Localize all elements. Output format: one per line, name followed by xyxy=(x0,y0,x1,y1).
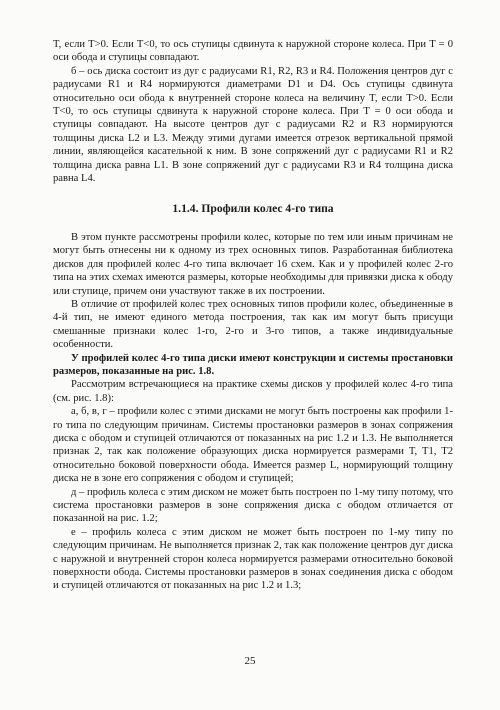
paragraph-item-e: е – профиль колеса с этим диском не может быть построен по 1-му типу по следующим причинам. Не выполняется признак 2, так как положение центров дуг диска с наружной и внутренней сторон колеса нормируется размерами относительно боковой поверхности обода. Системы простановки размеров в зонах соединения диска с ободом и ступицей отличаются от показанных на рис 1.2 и 1.3; xyxy=(53,526,454,592)
paragraph-item-d: д – профиль колеса с этим диском не может быть построен по 1-му типу потому, что система простановки размеров в зоне сопряжения диска с ободом отличается от показанной на рис. 1.2; xyxy=(53,486,453,525)
paragraph-intro: В этом пункте рассмотрены профили колес, которые по тем или иным причинам не могут быть отнесены ни к одному из трех основных типов. Разработанная библиотека дисков для профилей колес 4-го типа включает 16 схем. Как и у профилей колес 2-го типа на этих схемах имеются размеры, которые необходимы для привязки диска к ободу или ступице, причем они участвуют также в их построении. xyxy=(53,231,453,297)
paragraph-difference: В отличие от профилей колес трех основных типов профили колес, объединенные в 4-й тип, не имеют единого метода построения, так как им могут быть присущи смешанные признаки колес 1-го, 2-го и 3-го типов, а также индивидуальные особенности. xyxy=(53,298,453,351)
paragraph-bold-statement: У профилей колес 4-го типа диски имеют конструкции и системы простановки размеров, показанные на рис. 1.8. xyxy=(53,352,453,377)
paragraph-item-b: б – ось диска состоит из дуг с радиусами R1, R2, R3 и R4. Положения центров дуг с радиусами R1 и R4 нормируются диаметрами D1 и D4. Ось ступицы сдвинута относительно оси обода к внутренней стороне колеса на величину T, если T>0. Если T<0, то ось ступицы сдвинута к наружной стороне колеса. При T = 0 оси обода и ступицы совпадают. На высоте центров дуг с радиусами R2 и R3 нормируются толщины диска L2 и L3. Между этими дугами имеется отрезок вертикальной прямой линии, являющейся касательной к ним. В зоне сопряжений дуг с радиусами R1 и R2 толщина диска равна L1. В зоне сопряжений дуг с радиусами R3 и R4 толщина диска равна L4. xyxy=(53,65,453,185)
paragraph-item-abvg: а, б, в, г – профили колес с этими дисками не могут быть построены как профили 1-го типа по следующим причинам. Системы простановки размеров в зонах сопряжения диска с ободом и ступицей отличаются от показанных на рис 1.2 и 1.3. Не выполняется признак 2, так как положение образующих диска нормируется размерами T, T1, T2 относительно боковой поверхности обода. Имеется размер L, нормирующий толщину диска не в зоне его сопряжения с ободом и ступицей; xyxy=(53,406,453,485)
page-content xyxy=(53,38,453,593)
paragraph-schemes-intro: Рассмотрим встречающиеся на практике схемы дисков у профилей колес 4-го типа (см. рис. 1.8): xyxy=(53,379,453,404)
paragraph-continuation: T, если T>0. Если T<0, то ось ступицы сдвинута к наружной стороне колеса. При T = 0 оси обода и ступицы совпадают. xyxy=(53,39,453,64)
page-number: 25 xyxy=(244,655,256,667)
section-heading: 1.1.4. Профили колес 4-го типа xyxy=(172,202,334,216)
